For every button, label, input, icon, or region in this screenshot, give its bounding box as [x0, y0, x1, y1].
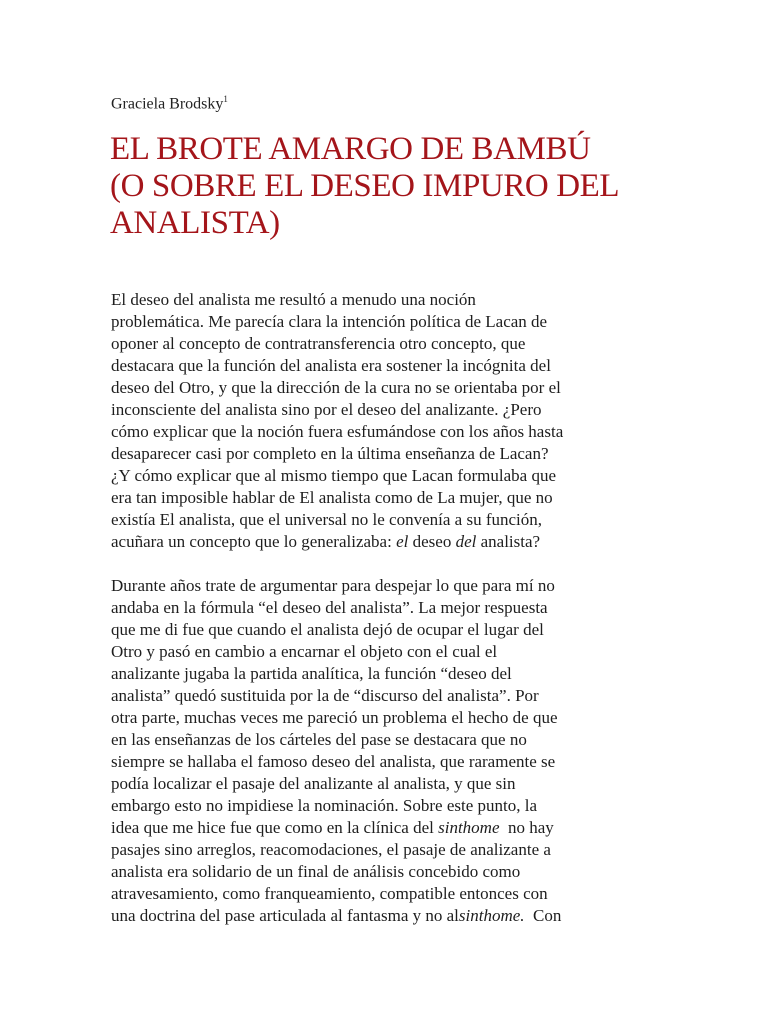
title-line: (O SOBRE EL DESEO IMPURO DEL: [110, 168, 620, 204]
text-line: analista era solidario de un final de análisis concebido como: [111, 862, 521, 881]
footnote-mark[interactable]: 1: [223, 94, 228, 104]
text-line: analista” quedó sustituida por la de “discurso del analista”. Por: [111, 686, 539, 705]
text-line: [111, 817, 671, 839]
text-run: una doctrina del pase articulada al fantasma y no al: [111, 906, 459, 925]
text-line: era tan imposible hablar de El analista como de La mujer, que no: [111, 488, 553, 507]
text-line: [111, 905, 671, 927]
text-line: embargo esto no impidiese la nominación. Sobre este punto, la: [111, 796, 538, 815]
article-title: [110, 131, 710, 242]
text-line: oponer al concepto de contratransferencia otro concepto, que: [111, 334, 526, 353]
text-line: que me di fue que cuando el analista dejó de ocupar el lugar del: [111, 620, 544, 639]
text-run: analista?: [476, 532, 541, 551]
text-line: siempre se hallaba el famoso deseo del analista, que raramente se: [111, 752, 556, 771]
italic-run: el: [396, 532, 409, 551]
text-line: atravesamiento, como franqueamiento, compatible entonces con: [111, 884, 548, 903]
paragraph-1: [111, 289, 671, 553]
text-line: andaba en la fórmula “el deseo del analista”. La mejor respuesta: [111, 598, 548, 617]
text-run: acuñara un concepto que lo generalizaba:: [111, 532, 397, 551]
text-line: pasajes sino arreglos, reacomodaciones, el pasaje de analizante a: [111, 840, 551, 859]
italic-run: del: [455, 532, 477, 551]
text-line: existía El analista, que el universal no le convenía a su función,: [111, 510, 543, 529]
text-line: destacara que la función del analista era sostener la incógnita del: [111, 356, 551, 375]
author-line: [111, 89, 228, 114]
paragraph-spacer: [111, 553, 671, 575]
text-line: en las enseñanzas de los cárteles del pase se destacara que no: [111, 730, 527, 749]
text-line: cómo explicar que la noción fuera esfumándose con los años hasta: [111, 422, 564, 441]
text-run: idea que me hice fue que como en la clínica del: [111, 818, 439, 837]
text-line: Otro y pasó en cambio a encarnar el objeto con el cual el: [111, 642, 498, 661]
article-body: [111, 289, 671, 927]
text-line: analizante jugaba la partida analítica, la función “deseo del: [111, 664, 512, 683]
text-line: ¿Y cómo explicar que al mismo tiempo que Lacan formulaba que: [111, 466, 556, 485]
text-line: inconsciente del analista sino por el deseo del analizante. ¿Pero: [111, 400, 542, 419]
text-run: no hay: [499, 818, 554, 837]
text-run: Con: [524, 906, 562, 925]
title-line: ANALISTA): [110, 205, 280, 241]
text-line: [111, 531, 671, 553]
text-line: podía localizar el pasaje del analizante al analista, y que sin: [111, 774, 516, 793]
text-line: deseo del Otro, y que la dirección de la cura no se orientaba por el: [111, 378, 561, 397]
italic-run: sinthome: [438, 818, 500, 837]
text-line: otra parte, muchas veces me pareció un problema el hecho de que: [111, 708, 558, 727]
text-line: El deseo del analista me resultó a menudo una noción: [111, 290, 476, 309]
title-line: EL BROTE AMARGO DE BAMBÚ: [110, 131, 591, 167]
text-line: problemática. Me parecía clara la intención política de Lacan de: [111, 312, 548, 331]
paragraph-2: [111, 575, 671, 927]
text-line: desaparecer casi por completo en la última enseñanza de Lacan?: [111, 444, 549, 463]
italic-run: sinthome.: [458, 906, 525, 925]
author-name: Graciela Brodsky: [111, 95, 224, 113]
text-run: deseo: [408, 532, 456, 551]
text-line: Durante años trate de argumentar para despejar lo que para mí no: [111, 576, 555, 595]
